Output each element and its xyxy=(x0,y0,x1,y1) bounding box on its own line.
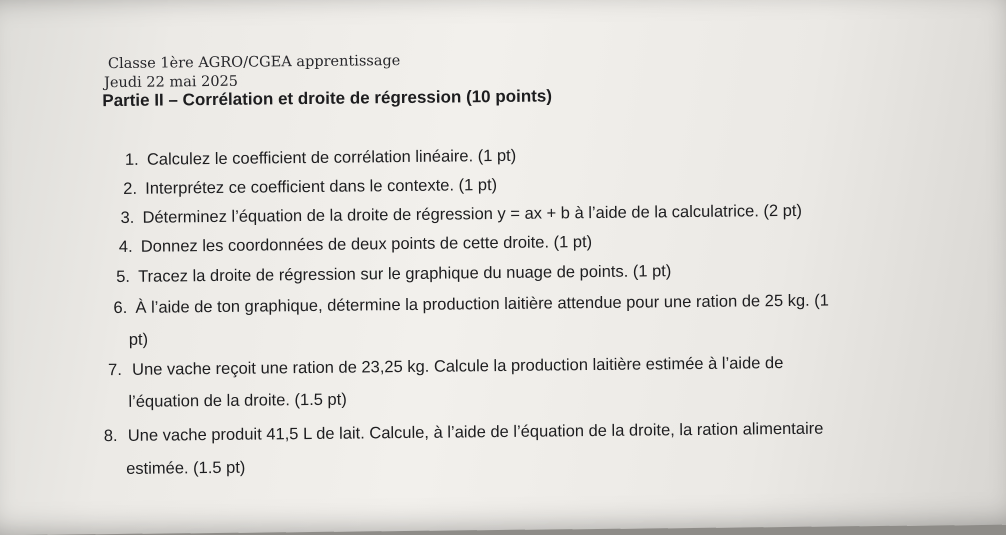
question-4 xyxy=(119,232,592,257)
question-text: Interprétez ce coefficient dans le contexte. (1 pt) xyxy=(145,176,498,198)
question-6 xyxy=(113,291,829,318)
question-number: 5. xyxy=(116,267,131,287)
question-8-continuation: estimée. (1.5 pt) xyxy=(126,458,246,478)
question-number: 7. xyxy=(108,360,122,380)
question-text: Une vache produit 41,5 L de lait. Calcule, à l’aide de l’équation de la droite, la ration alimentaire xyxy=(127,419,824,445)
question-number: 8. xyxy=(103,427,118,446)
question-text: Calculez le coefficient de corrélation linéaire. (1 pt) xyxy=(146,146,517,169)
question-3 xyxy=(120,201,802,228)
question-text: Une vache reçoit une ration de 23,25 kg. Calcule la production laitière estimée à l’aide de xyxy=(132,354,784,379)
question-text: Donnez les coordonnées de deux points de cette droite. (1 pt) xyxy=(140,233,593,256)
question-6-continuation: pt) xyxy=(128,330,149,349)
question-8 xyxy=(104,419,824,447)
class-line: Classe 1ère AGRO/CGEA apprentissage xyxy=(107,53,401,73)
question-number: 2. xyxy=(123,179,138,198)
question-text: Tracez la droite de régression sur le graphique du nuage de points. (1 pt) xyxy=(138,262,672,286)
question-2 xyxy=(123,175,497,199)
question-text: Déterminez l’équation de la droite de régression y = ax + b à l’aide de la calculatrice. (2 pt) xyxy=(142,201,803,227)
question-7 xyxy=(108,353,783,380)
question-text: À l’aide de ton graphique, détermine la production laitière attendue pour une ration de 25 kg. (1 xyxy=(135,291,830,317)
question-number: 3. xyxy=(120,208,135,227)
question-5 xyxy=(116,261,671,287)
question-number: 1. xyxy=(124,150,139,169)
question-number: 4. xyxy=(118,237,133,256)
question-7-continuation: l’équation de la droite. (1.5 pt) xyxy=(128,390,347,411)
question-number: 6. xyxy=(113,298,128,318)
section-title: Partie II – Corrélation et droite de régression (10 points) xyxy=(102,86,553,111)
question-1 xyxy=(125,146,517,170)
date-line: Jeudi 22 mai 2025 xyxy=(104,73,239,92)
